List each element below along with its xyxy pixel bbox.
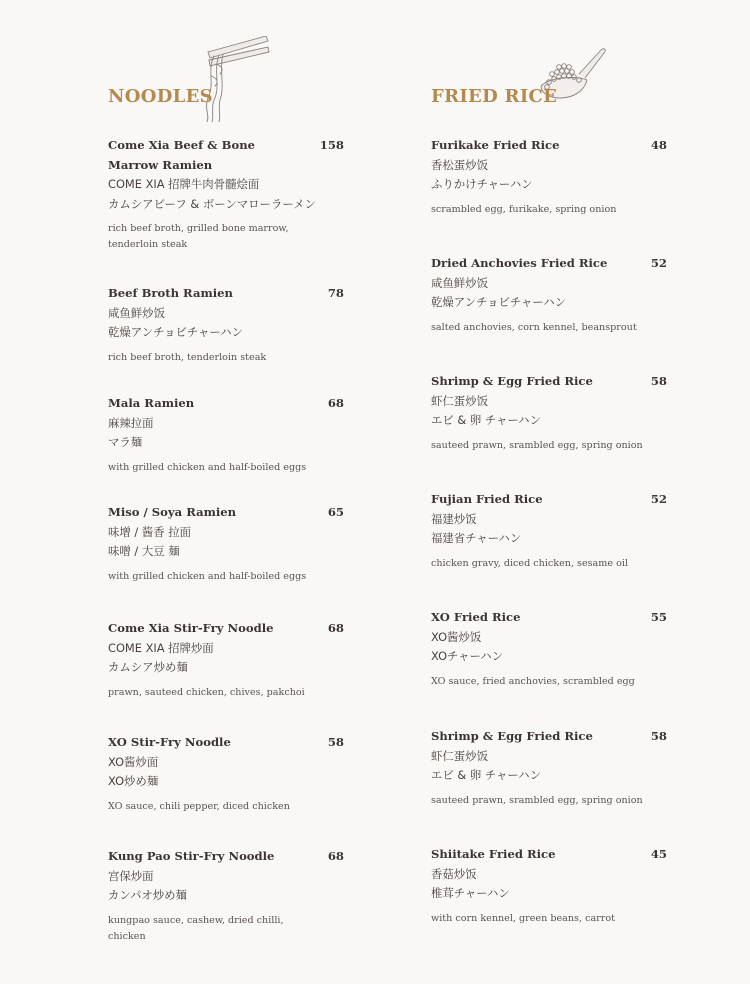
chopsticks-noodles-icon	[194, 36, 274, 122]
item-chinese: COME XIA 招牌炒面	[108, 640, 214, 655]
item-chinese: 虾仁蛋炒饭	[431, 748, 488, 763]
item-name: XO Stir-Fry Noodle	[108, 735, 231, 749]
item-description: prawn, sauteed chicken, chives, pakchoi	[108, 686, 305, 698]
item-japanese: 福建省チャーハン	[431, 531, 522, 545]
fried-rice-title: FRIED RICE	[431, 86, 558, 107]
menu-item	[108, 619, 344, 701]
fried-rice-header	[431, 84, 667, 112]
item-price: 68	[327, 621, 344, 635]
item-name: Fujian Fried Rice	[431, 492, 543, 506]
item-description: XO sauce, fried anchovies, scrambled egg	[431, 675, 635, 687]
item-japanese: エビ & 卵 チャーハン	[431, 413, 541, 427]
menu-item	[431, 608, 667, 690]
item-description: kungpao sauce, cashew, dried chilli, chicken	[108, 914, 284, 942]
item-japanese: XO炒め麺	[108, 774, 159, 788]
item-description: with grilled chicken and half-boiled eggs	[108, 461, 307, 473]
item-chinese: 咸鱼鲜炒饭	[108, 305, 165, 320]
menu-item	[431, 727, 667, 809]
item-name: Shrimp & Egg Fried Rice	[431, 374, 593, 388]
menu-item	[108, 503, 344, 585]
item-price: 68	[327, 849, 344, 863]
item-price: 52	[650, 256, 667, 270]
item-japanese: ふりかけチャーハン	[431, 177, 533, 191]
menu-item	[431, 490, 667, 572]
item-name: Dried Anchovies Fried Rice	[431, 256, 608, 270]
menu-item	[108, 847, 344, 945]
item-name: Come Xia Stir-Fry Noodle	[108, 621, 274, 635]
noodles-header	[108, 84, 344, 112]
item-price: 58	[650, 729, 667, 743]
item-description: salted anchovies, corn kennel, beansprout	[431, 321, 637, 333]
item-description: with grilled chicken and half-boiled eggs	[108, 570, 307, 582]
menu-item	[431, 136, 667, 218]
menu-item	[108, 136, 344, 253]
item-japanese: 乾燥アンチョビチャーハン	[431, 295, 566, 309]
item-price: 52	[650, 492, 667, 506]
item-chinese: 咸鱼鲜炒饭	[431, 275, 488, 290]
item-japanese: カムシア炒め麺	[108, 660, 188, 674]
item-japanese: XOチャーハン	[431, 649, 504, 663]
item-chinese: 香菇炒饭	[431, 866, 477, 881]
item-name: XO Fried Rice	[431, 610, 521, 624]
item-name: Shrimp & Egg Fried Rice	[431, 729, 593, 743]
item-name: Furikake Fried Rice	[431, 138, 560, 152]
item-chinese: 福建炒饭	[431, 511, 477, 526]
menu-item	[431, 254, 667, 336]
item-description: sauteed prawn, srambled egg, spring onion	[431, 794, 643, 806]
noodles-title: NOODLES	[108, 86, 213, 107]
item-name: Miso / Soya Ramien	[108, 505, 237, 519]
item-japanese: エビ & 卵 チャーハン	[431, 768, 541, 782]
item-price: 58	[327, 735, 344, 749]
item-chinese: 宫保炒面	[108, 868, 154, 883]
menu-item	[108, 394, 344, 476]
item-price: 45	[650, 847, 667, 861]
item-japanese: 乾燥アンチョビチャーハン	[108, 325, 243, 339]
item-chinese: COME XIA 招牌牛肉骨髓烩面	[108, 177, 260, 191]
item-name: Shiitake Fried Rice	[431, 847, 556, 861]
item-chinese: XO酱炒饭	[431, 629, 482, 644]
item-description: sauteed prawn, srambled egg, spring onion	[431, 439, 643, 451]
item-japanese: カンパオ炒め麺	[108, 888, 187, 902]
menu-item	[431, 845, 667, 927]
item-japanese: マラ麺	[108, 435, 143, 449]
item-description: with corn kennel, green beans, carrot	[431, 912, 615, 924]
item-price: 78	[327, 286, 344, 300]
menu-item	[431, 372, 667, 454]
item-japanese: カムシアビーフ & ボーンマローラーメン	[108, 196, 316, 211]
item-chinese: 麻辣拉面	[108, 415, 154, 430]
item-japanese: 椎茸チャーハン	[431, 886, 510, 900]
item-chinese: 香松蛋炒饭	[431, 157, 488, 172]
menu-item	[108, 284, 344, 366]
item-chinese: 虾仁蛋炒饭	[431, 393, 488, 408]
item-name: Mala Ramien	[108, 396, 195, 410]
menu-item	[108, 733, 344, 815]
item-description: XO sauce, chili pepper, diced chicken	[108, 800, 290, 812]
item-price: 58	[650, 374, 667, 388]
item-description: chicken gravy, diced chicken, sesame oil	[431, 557, 629, 569]
item-price: 68	[327, 396, 344, 410]
item-price: 65	[327, 505, 344, 519]
item-price: 55	[650, 610, 667, 624]
item-description: rich beef broth, tenderloin steak	[108, 351, 267, 363]
item-name: Kung Pao Stir-Fry Noodle	[108, 849, 275, 863]
item-chinese: XO酱炒面	[108, 754, 159, 769]
item-description: rich beef broth, grilled bone marrow, tenderloin steak	[108, 223, 289, 250]
item-name: Beef Broth Ramien	[108, 286, 233, 300]
item-name: Come Xia Beef & Bone Marrow Ramien	[108, 138, 256, 172]
item-price: 48	[650, 138, 667, 152]
item-description: scrambled egg, furikake, spring onion	[431, 203, 617, 215]
item-price: 158	[319, 138, 344, 152]
item-japanese: 味噌 / 大豆 麺	[108, 544, 180, 558]
item-chinese: 味增 / 酱香 拉面	[108, 524, 192, 539]
